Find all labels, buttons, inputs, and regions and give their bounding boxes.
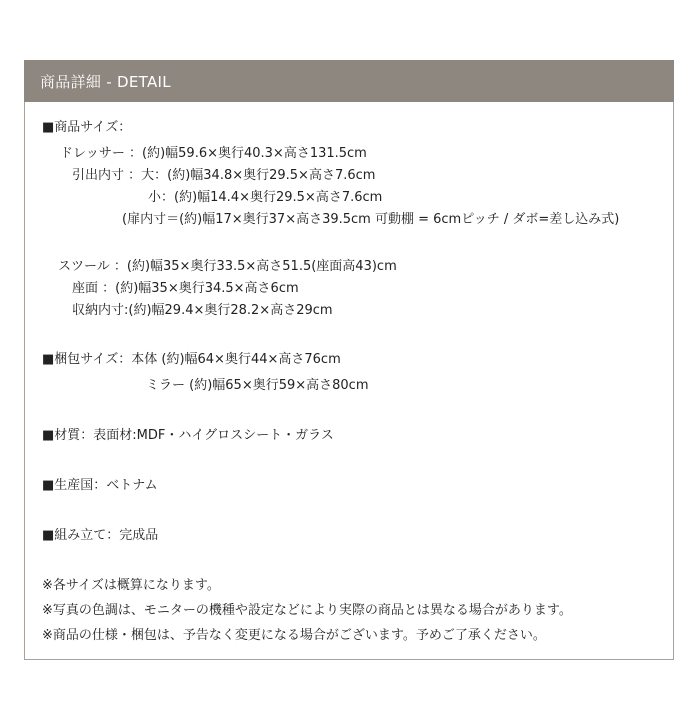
package-mirror: ミラー (約)幅65×奥行59×高さ80cm [146,378,369,393]
storage-inner-size: 収納内寸:(約)幅29.4×奥行28.2×高さ29cm [72,303,333,318]
origin: ■生産国：ベトナム [42,478,158,493]
note: ※写真の色調は、モニターの機種や設定などにより実際の商品とは異なる場合があります。 [42,603,572,618]
material: ■材質：表面材:MDF・ハイグロスシート・ガラス [42,428,334,443]
dresser-size: ドレッサー ：(約)幅59.6×奥行40.3×高さ131.5cm [60,146,367,161]
detail-title: 商品詳細 - DETAIL [40,73,171,91]
detail-header [24,60,674,102]
assembly: ■組み立て：完成品 [42,528,159,543]
stool-size: スツール ：(約)幅35×奥行33.5×高さ51.5(座面高43)cm [58,259,397,274]
drawer-small-size: 小：(約)幅14.4×奥行29.5×高さ7.6cm [148,190,383,205]
seat-size: 座面 ：(約)幅35×奥行34.5×高さ6cm [72,281,299,296]
package-main: ■梱包サイズ：本体 (約)幅64×奥行44×高さ76cm [42,352,341,367]
size-heading: ■商品サイズ： [42,120,132,135]
note: ※商品の仕様・梱包は、予告なく変更になる場合がございます。予めご了承ください。 [42,628,546,643]
door-inner-size: (扉内寸＝(約)幅17×奥行37×高さ39.5cm 可動棚 = 6cmピッチ / ダボ=差し込み式) [122,212,620,227]
drawer-large-size: 引出内寸 ：大：(約)幅34.8×奥行29.5×高さ7.6cm [72,168,376,183]
note: ※各サイズは概算になります。 [42,578,220,593]
